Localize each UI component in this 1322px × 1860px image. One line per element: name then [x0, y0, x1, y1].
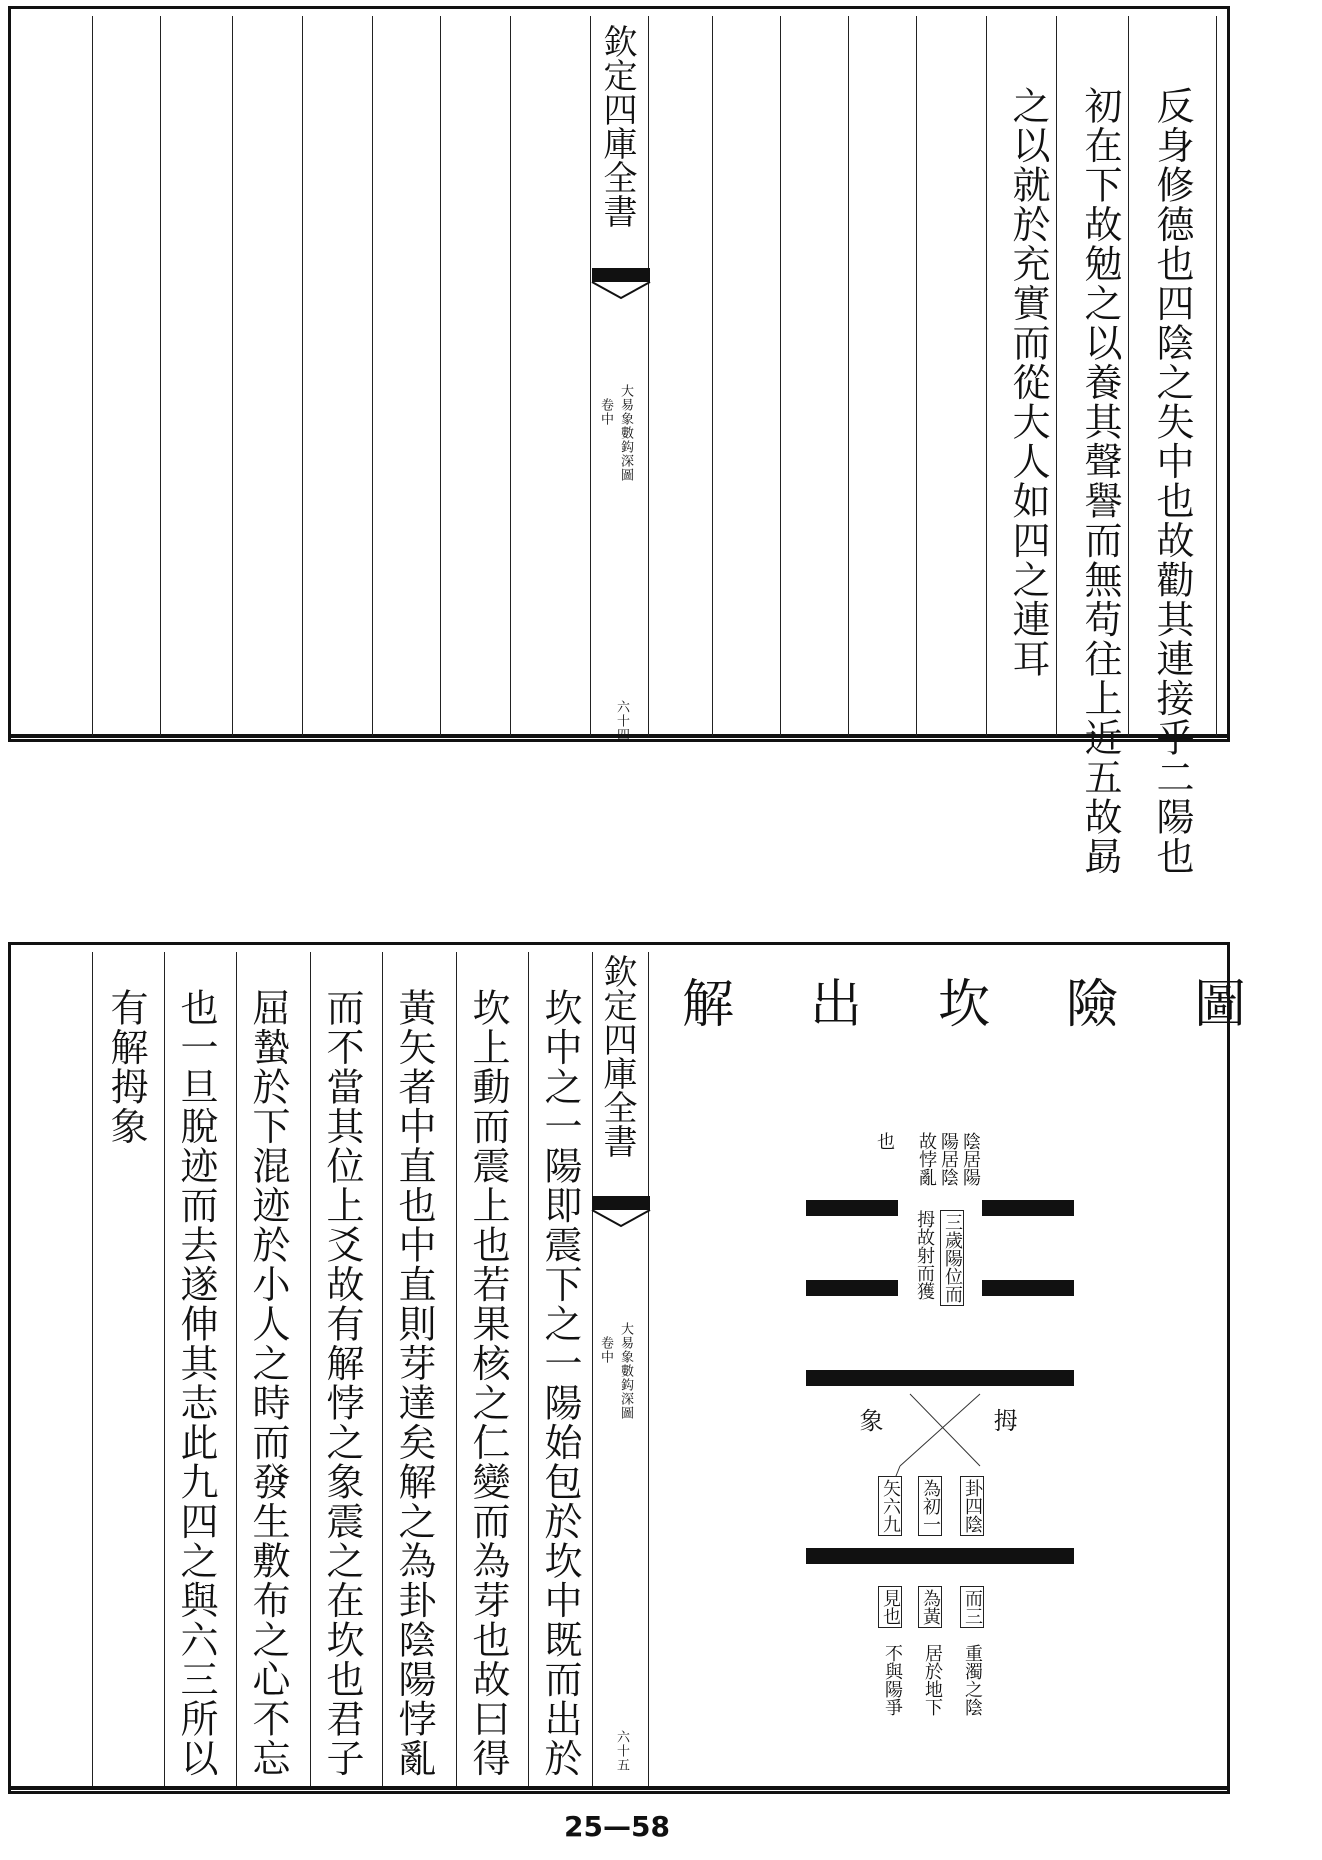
diagram-box-mid-2: 為初一	[918, 1476, 942, 1536]
diagram-cross-lines	[890, 1386, 990, 1476]
bottom-text-column-5: 屈蟄於下混迹於小人之時而發生敷布之心不忘	[246, 988, 290, 1778]
upper-line-3-solid	[806, 1370, 1074, 1386]
diagram-box-low-3: 見也	[878, 1586, 902, 1628]
top-center-folio: 六十四	[614, 700, 629, 742]
bottom-text-column-4: 而不當其位上爻故有解悖之象震之在坎也君子	[320, 988, 364, 1778]
upper-line-1-left	[806, 1200, 898, 1216]
upper-line-1-right	[982, 1200, 1074, 1216]
diagram-box-top-left: 拇故射而獲	[914, 1210, 935, 1300]
top-text-column-1: 反身修德也四陰之失中也故勸其連接乎二陽也	[1150, 86, 1194, 876]
bottom-text-column-3: 黃矢者中直也中直則芽達矣解之為卦陰陽悖亂	[392, 988, 436, 1778]
bottom-text-column-6: 也一旦脫迹而去遂伸其志此九四之與六三所以	[174, 988, 218, 1778]
lower-line-1-solid	[806, 1548, 1074, 1564]
diagram-note-top-2: 陽居陰	[938, 1132, 959, 1186]
top-fish-tail-mark	[592, 268, 650, 300]
diagram-note-top-1: 陰居陽	[960, 1132, 981, 1186]
diagram-box-top-right: 三歲陽位而	[940, 1210, 964, 1306]
diagram-note-top-4: 也	[874, 1132, 895, 1150]
bottom-center-title: 欽定四庫全書	[597, 954, 637, 1158]
top-center-title: 欽定四庫全書	[597, 24, 637, 228]
diagram-note-bottom-1: 重濁之陰	[962, 1644, 983, 1716]
bottom-text-column-2: 坎上動而震上也若果核之仁變而為芽也故曰得	[466, 988, 510, 1778]
top-center-volume: 卷中	[598, 398, 613, 426]
diagram-box-mid-1: 卦四陰	[960, 1476, 984, 1536]
diagram-label-left: 象	[855, 1408, 883, 1432]
bottom-center-volume: 卷中	[598, 1336, 613, 1364]
diagram-box-low-2: 為黃	[918, 1586, 942, 1628]
bottom-page-bottom-rule	[8, 1786, 1230, 1790]
page-number: 25—58	[564, 1810, 670, 1843]
bottom-center-folio: 六十五	[614, 1730, 629, 1772]
bottom-fish-tail-mark	[592, 1196, 650, 1228]
diagram-note-bottom-2: 居於地下	[922, 1644, 943, 1716]
bottom-center-book-title: 大易象數鈎深圖	[618, 1322, 633, 1420]
top-center-book-title: 大易象數鈎深圖	[618, 384, 633, 482]
diagram-box-low-1: 而三	[960, 1586, 984, 1628]
diagram-title: 解出坎險圖	[682, 975, 1322, 1035]
upper-line-2-right	[982, 1280, 1074, 1296]
top-text-column-3: 之以就於充實而從大人如四之連耳	[1006, 86, 1050, 679]
diagram-note-bottom-3: 不與陽爭	[882, 1644, 903, 1716]
diagram-note-top-3: 故悖亂	[916, 1132, 937, 1186]
bottom-text-column-7: 有解拇象	[104, 988, 148, 1146]
diagram-box-mid-3: 矢六九	[878, 1476, 902, 1536]
top-text-column-2: 初在下故勉之以養其聲譽而無苟往上近五故勗	[1078, 86, 1122, 876]
bottom-text-column-1: 坎中之一陽即震下之一陽始包於坎中既而出於	[538, 988, 582, 1778]
upper-line-2-left	[806, 1280, 898, 1296]
diagram-label-right: 拇	[989, 1408, 1017, 1432]
